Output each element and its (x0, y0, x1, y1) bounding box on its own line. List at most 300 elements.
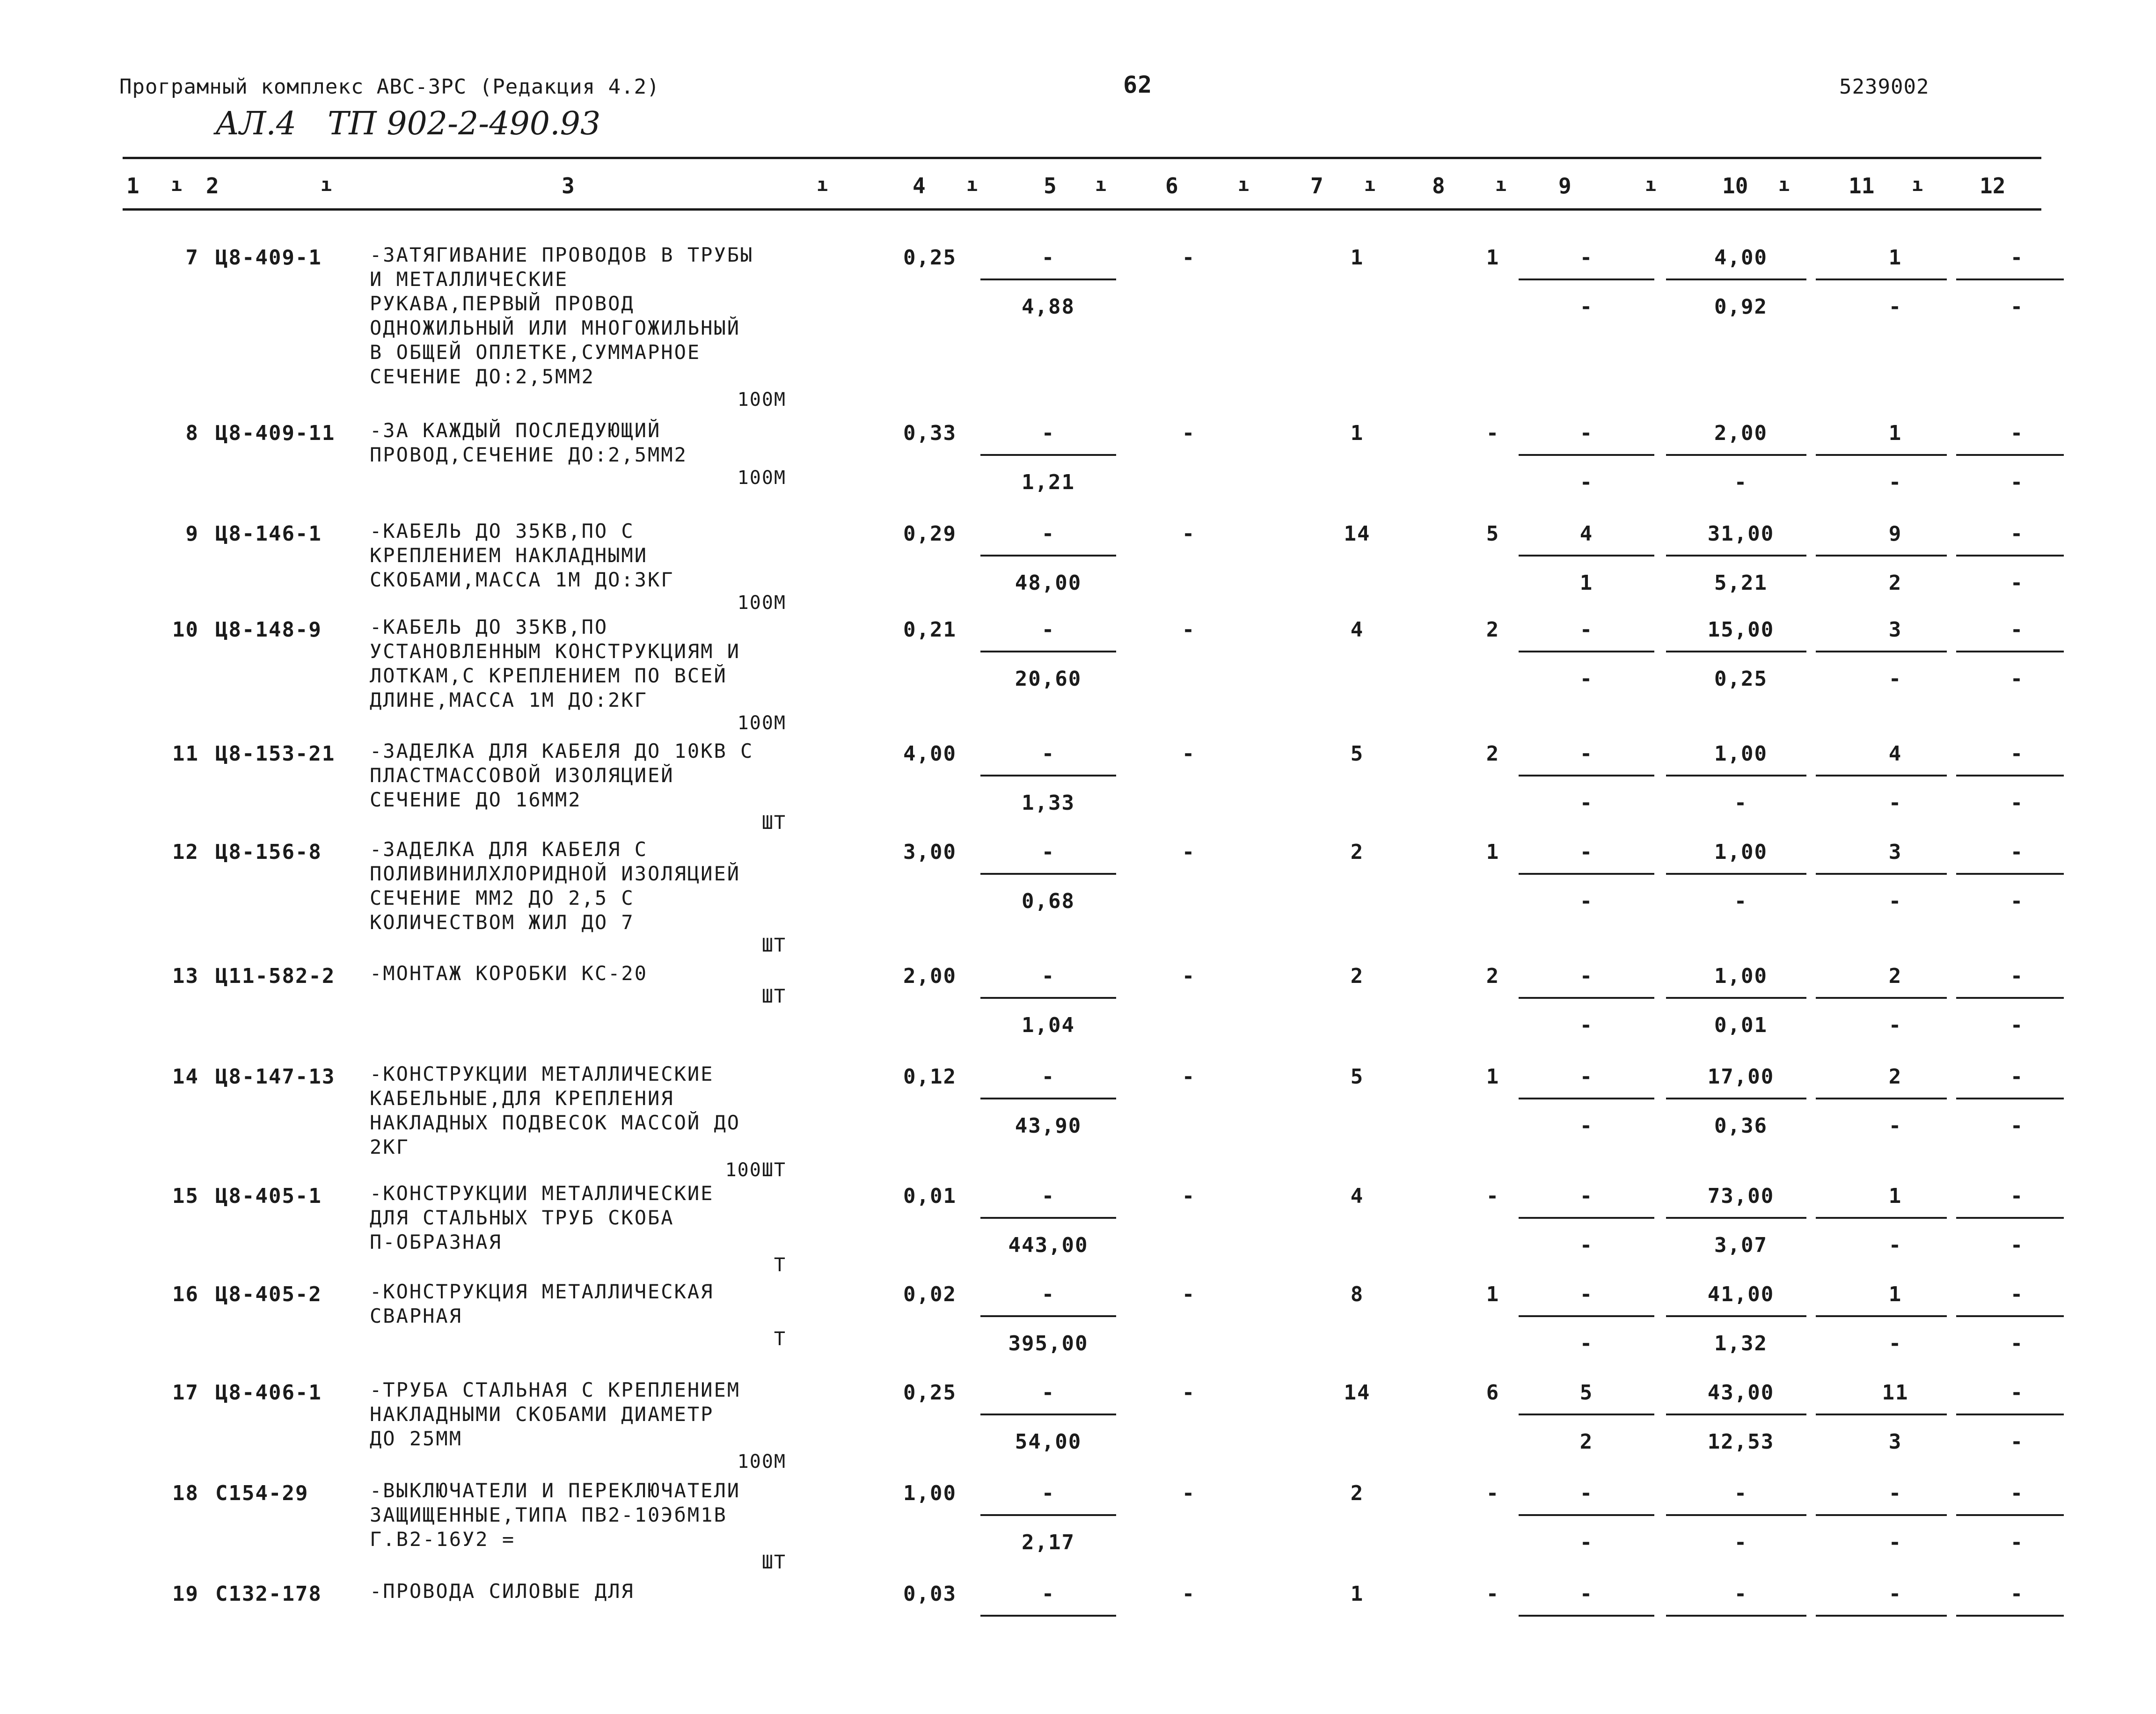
col5-divider (980, 775, 1116, 776)
rate-code: Ц11-582-2 (215, 964, 336, 988)
col5-bottom: 443,00 (1008, 1233, 1089, 1257)
col8: 1 (1486, 1065, 1500, 1089)
column-number-4: 4 (913, 173, 926, 198)
col9-bottom: - (1579, 667, 1593, 691)
col5-top: - (1041, 840, 1055, 864)
col11-bottom: - (1888, 1233, 1902, 1257)
col5-top: - (1041, 618, 1055, 642)
col11-divider (1816, 775, 1947, 776)
col5-top: - (1041, 1481, 1055, 1505)
col9-top: - (1579, 1481, 1593, 1505)
column-separator: ı (1495, 174, 1507, 196)
col5-divider (980, 1098, 1116, 1099)
col12-divider (1956, 775, 2064, 776)
col12-bottom: - (2010, 1531, 2024, 1554)
col5-top: - (1041, 742, 1055, 766)
rate-code: Ц8-409-11 (215, 421, 336, 445)
col9-bottom: - (1579, 1233, 1593, 1257)
work-description: -КАБЕЛЬ ДО 35КВ,ПО С КРЕПЛЕНИЕМ НАКЛАДНЫМИ СКОБАМИ,МАССА 1М ДО:3КГ (370, 520, 674, 591)
col5-top: - (1041, 964, 1055, 988)
col7: 5 (1350, 742, 1364, 766)
rate-code: Ц8-409-1 (215, 246, 322, 270)
col11-top: 1 (1888, 421, 1902, 445)
col5-bottom: 43,90 (1015, 1114, 1082, 1138)
column-separator: ı (966, 174, 978, 196)
col11-bottom: - (1888, 1531, 1902, 1554)
col11-bottom: - (1888, 889, 1902, 913)
col12-top: - (2010, 421, 2024, 445)
col12-top: - (2010, 840, 2024, 864)
col9-top: - (1579, 964, 1593, 988)
col12-top: - (2010, 964, 2024, 988)
rate-code: Ц8-153-21 (215, 742, 336, 766)
column-separator: ı (171, 174, 183, 196)
col6: - (1182, 742, 1196, 766)
col12-top: - (2010, 1381, 2024, 1405)
column-separator: ı (817, 174, 828, 196)
col12-top: - (2010, 522, 2024, 546)
unit-of-measure: Т (774, 1328, 786, 1350)
col10-bottom: 12,53 (1707, 1430, 1775, 1454)
col10-top: 17,00 (1707, 1065, 1775, 1089)
col11-bottom: - (1888, 791, 1902, 815)
col7: 4 (1350, 618, 1364, 642)
col6: - (1182, 1184, 1196, 1208)
col10-bottom: 1,32 (1714, 1332, 1768, 1355)
col12-top: - (2010, 246, 2024, 270)
col10-divider (1666, 278, 1806, 280)
col5-divider (980, 997, 1116, 999)
col9-top: - (1579, 618, 1593, 642)
col9-bottom: 2 (1579, 1430, 1593, 1454)
col11-bottom: - (1888, 295, 1902, 319)
column-number-2: 2 (206, 173, 219, 198)
col9-divider (1519, 1414, 1654, 1415)
col10-divider (1666, 775, 1806, 776)
col10-bottom: 0,01 (1714, 1013, 1768, 1037)
col5-divider (980, 278, 1116, 280)
col5-divider (980, 1514, 1116, 1516)
quantity: 0,25 (903, 1381, 957, 1405)
col11-bottom: - (1888, 667, 1902, 691)
col11-top: 9 (1888, 522, 1902, 546)
col9-bottom: - (1579, 1114, 1593, 1138)
col11-top: 2 (1888, 1065, 1902, 1089)
work-description: -КАБЕЛЬ ДО 35КВ,ПО УСТАНОВЛЕННЫМ КОНСТРУКЦИЯМ И ЛОТКАМ,С КРЕПЛЕНИЕМ ПО ВСЕЙ ДЛИНЕ,МАССА 1М ДО:2КГ (370, 615, 741, 711)
column-separator: ı (1238, 174, 1250, 196)
column-number-10: 10 (1722, 173, 1748, 198)
rate-code: Ц8-405-1 (215, 1184, 322, 1208)
rate-code: Ц8-146-1 (215, 522, 322, 546)
col12-bottom: - (2010, 1114, 2024, 1138)
col9-divider (1519, 1315, 1654, 1317)
header-top-rule (123, 157, 2041, 159)
col5-bottom: 2,17 (1022, 1531, 1075, 1554)
col12-divider (1956, 997, 2064, 999)
page-number: 62 (1123, 71, 1153, 98)
col5-bottom: 20,60 (1015, 667, 1082, 691)
col8: 2 (1486, 964, 1500, 988)
col9-divider (1519, 997, 1654, 999)
col10-top: 73,00 (1707, 1184, 1775, 1208)
col7: 5 (1350, 1065, 1364, 1089)
col11-top: - (1888, 1582, 1902, 1606)
col9-top: - (1579, 1582, 1593, 1606)
col12-bottom: - (2010, 1233, 2024, 1257)
col11-top: 1 (1888, 1282, 1902, 1306)
col11-divider (1816, 873, 1947, 875)
row-number: 19 (172, 1582, 199, 1606)
col5-bottom: 1,21 (1022, 470, 1075, 494)
col11-top: 1 (1888, 246, 1902, 270)
col5-divider (980, 1615, 1116, 1617)
col9-top: - (1579, 1065, 1593, 1089)
col10-divider (1666, 873, 1806, 875)
unit-of-measure: ШТ (761, 1552, 786, 1573)
col6: - (1182, 1582, 1196, 1606)
col9-bottom: - (1579, 470, 1593, 494)
col12-top: - (2010, 1282, 2024, 1306)
col8: - (1486, 1481, 1500, 1505)
col9-top: - (1579, 840, 1593, 864)
col10-bottom: - (1734, 470, 1748, 494)
col11-divider (1816, 555, 1947, 557)
col10-bottom: - (1734, 889, 1748, 913)
work-description: -ТРУБА СТАЛЬНАЯ С КРЕПЛЕНИЕМ НАКЛАДНЫМИ СКОБАМИ ДИАМЕТР ДО 25ММ (370, 1378, 741, 1450)
col8: 1 (1486, 840, 1500, 864)
rate-code: Ц8-156-8 (215, 840, 322, 864)
col11-top: 3 (1888, 840, 1902, 864)
rate-code: Ц8-405-2 (215, 1282, 322, 1306)
col12-divider (1956, 873, 2064, 875)
col9-top: - (1579, 1184, 1593, 1208)
col7: 1 (1350, 1582, 1364, 1606)
col10-divider (1666, 1217, 1806, 1219)
col7: 14 (1344, 1381, 1371, 1405)
unit-of-measure: ШТ (761, 812, 786, 834)
col6: - (1182, 964, 1196, 988)
col10-bottom: - (1734, 1531, 1748, 1554)
row-number: 11 (172, 742, 199, 766)
col12-divider (1956, 1615, 2064, 1617)
col11-bottom: - (1888, 1013, 1902, 1037)
col12-bottom: - (2010, 667, 2024, 691)
row-number: 9 (185, 522, 199, 546)
work-description: -КОНСТРУКЦИЯ МЕТАЛЛИЧЕСКАЯ СВАРНАЯ (370, 1280, 714, 1327)
col9-divider (1519, 775, 1654, 776)
col11-bottom: - (1888, 470, 1902, 494)
column-separator: ı (321, 174, 332, 196)
quantity: 0,29 (903, 522, 957, 546)
col10-divider (1666, 555, 1806, 557)
col9-divider (1519, 1217, 1654, 1219)
column-separator: ı (1364, 174, 1376, 196)
col6: - (1182, 1282, 1196, 1306)
col5-divider (980, 873, 1116, 875)
col11-divider (1816, 651, 1947, 652)
unit-of-measure: 100М (737, 1451, 786, 1472)
col9-bottom: - (1579, 1531, 1593, 1554)
col10-divider (1666, 1615, 1806, 1617)
col12-top: - (2010, 1184, 2024, 1208)
col12-divider (1956, 1414, 2064, 1415)
col8: 2 (1486, 618, 1500, 642)
unit-of-measure: Т (774, 1254, 786, 1276)
quantity: 4,00 (903, 742, 957, 766)
col7: 4 (1350, 1184, 1364, 1208)
col12-bottom: - (2010, 571, 2024, 595)
unit-of-measure: 100М (737, 712, 786, 734)
col10-top: 43,00 (1707, 1381, 1775, 1405)
col9-divider (1519, 1098, 1654, 1099)
col11-bottom: - (1888, 1332, 1902, 1355)
col11-divider (1816, 997, 1947, 999)
unit-of-measure: ШТ (761, 986, 786, 1007)
col8: 5 (1486, 522, 1500, 546)
col10-top: - (1734, 1481, 1748, 1505)
col12-bottom: - (2010, 295, 2024, 319)
col10-top: 31,00 (1707, 522, 1775, 546)
quantity: 3,00 (903, 840, 957, 864)
col5-top: - (1041, 246, 1055, 270)
row-number: 10 (172, 618, 199, 642)
document-code: 5239002 (1839, 75, 1929, 99)
col5-top: - (1041, 1184, 1055, 1208)
col8: 1 (1486, 1282, 1500, 1306)
col11-top: 11 (1882, 1381, 1909, 1405)
column-separator: ı (1912, 174, 1923, 196)
unit-of-measure: 100М (737, 592, 786, 614)
col8: 6 (1486, 1381, 1500, 1405)
col6: - (1182, 618, 1196, 642)
col5-bottom: 1,04 (1022, 1013, 1075, 1037)
row-number: 13 (172, 964, 199, 988)
col12-bottom: - (2010, 791, 2024, 815)
row-number: 14 (172, 1065, 199, 1089)
row-number: 16 (172, 1282, 199, 1306)
rate-code: Ц8-147-13 (215, 1065, 336, 1089)
quantity: 0,02 (903, 1282, 957, 1306)
col11-divider (1816, 1414, 1947, 1415)
col8: 2 (1486, 742, 1500, 766)
col7: 2 (1350, 1481, 1364, 1505)
col5-bottom: 54,00 (1015, 1430, 1082, 1454)
work-description: -ВЫКЛЮЧАТЕЛИ И ПЕРЕКЛЮЧАТЕЛИ ЗАЩИЩЕННЫЕ,ТИПА ПВ2-10ЭбМ1В Г.В2-16У2 = (370, 1479, 741, 1551)
col9-top: 5 (1579, 1381, 1593, 1405)
col9-bottom: - (1579, 889, 1593, 913)
col10-divider (1666, 1098, 1806, 1099)
row-number: 8 (185, 421, 199, 445)
col10-divider (1666, 454, 1806, 456)
work-description: -ЗАДЕЛКА ДЛЯ КАБЕЛЯ С ПОЛИВИНИЛХЛОРИДНОЙ ИЗОЛЯЦИЕЙ СЕЧЕНИЕ ММ2 ДО 2,5 С КОЛИЧЕСТВОМ ЖИЛ ДО 7 (370, 838, 741, 934)
col12-divider (1956, 1315, 2064, 1317)
col11-bottom: 3 (1888, 1430, 1902, 1454)
unit-of-measure: 100ШТ (725, 1159, 786, 1181)
program-title: Програмный комплекс АВС-3РС (Редакция 4.2) (119, 75, 660, 99)
col9-divider (1519, 651, 1654, 652)
rate-code: С154-29 (215, 1481, 309, 1505)
col5-divider (980, 1414, 1116, 1415)
col11-top: 4 (1888, 742, 1902, 766)
column-number-11: 11 (1849, 173, 1875, 198)
col12-top: - (2010, 742, 2024, 766)
col8: - (1486, 421, 1500, 445)
col12-divider (1956, 1514, 2064, 1516)
quantity: 0,12 (903, 1065, 957, 1089)
col7: 8 (1350, 1282, 1364, 1306)
col6: - (1182, 1065, 1196, 1089)
col5-divider (980, 1315, 1116, 1317)
col10-top: 2,00 (1714, 421, 1768, 445)
column-number-8: 8 (1432, 173, 1445, 198)
col9-divider (1519, 873, 1654, 875)
col7: 2 (1350, 964, 1364, 988)
work-description: -КОНСТРУКЦИИ МЕТАЛЛИЧЕСКИЕ КАБЕЛЬНЫЕ,ДЛЯ КРЕПЛЕНИЯ НАКЛАДНЫХ ПОДВЕСОК МАССОЙ ДО 2КГ (370, 1062, 741, 1158)
quantity: 0,03 (903, 1582, 957, 1606)
col5-divider (980, 651, 1116, 652)
work-description: -ЗАДЕЛКА ДЛЯ КАБЕЛЯ ДО 10КВ С ПЛАСТМАССОВОЙ ИЗОЛЯЦИЕЙ СЕЧЕНИЕ ДО 16ММ2 (370, 740, 754, 811)
col10-top: - (1734, 1582, 1748, 1606)
col5-top: - (1041, 1381, 1055, 1405)
column-number-9: 9 (1558, 173, 1571, 198)
col6: - (1182, 421, 1196, 445)
col12-top: - (2010, 1065, 2024, 1089)
col11-divider (1816, 454, 1947, 456)
col5-bottom: 48,00 (1015, 571, 1082, 595)
quantity: 0,25 (903, 246, 957, 270)
quantity: 2,00 (903, 964, 957, 988)
col12-bottom: - (2010, 1430, 2024, 1454)
col11-top: 2 (1888, 964, 1902, 988)
col11-divider (1816, 278, 1947, 280)
col11-divider (1816, 1514, 1947, 1516)
unit-of-measure: 100М (737, 389, 786, 410)
col11-divider (1816, 1315, 1947, 1317)
col12-divider (1956, 651, 2064, 652)
col7: 1 (1350, 421, 1364, 445)
col5-divider (980, 1217, 1116, 1219)
album-label: АЛ.4 (215, 105, 297, 142)
unit-of-measure: 100М (737, 467, 786, 489)
col6: - (1182, 1481, 1196, 1505)
column-number-12: 12 (1980, 173, 2006, 198)
col9-top: - (1579, 421, 1593, 445)
quantity: 0,33 (903, 421, 957, 445)
col12-divider (1956, 555, 2064, 557)
col10-divider (1666, 997, 1806, 999)
col12-bottom: - (2010, 1332, 2024, 1355)
column-number-1: 1 (126, 173, 139, 198)
column-separator: ı (1645, 174, 1657, 196)
col9-divider (1519, 454, 1654, 456)
col5-top: - (1041, 522, 1055, 546)
col5-top: - (1041, 1282, 1055, 1306)
col5-bottom: 4,88 (1022, 295, 1075, 319)
row-number: 17 (172, 1381, 199, 1405)
col7: 2 (1350, 840, 1364, 864)
col12-divider (1956, 1217, 2064, 1219)
work-description: -ЗА КАЖДЫЙ ПОСЛЕДУЮЩИЙ ПРОВОД,СЕЧЕНИЕ ДО:2,5ММ2 (370, 419, 687, 466)
col5-top: - (1041, 1065, 1055, 1089)
col8: - (1486, 1582, 1500, 1606)
col10-top: 4,00 (1714, 246, 1768, 270)
header-bottom-rule (123, 208, 2041, 211)
col12-bottom: - (2010, 470, 2024, 494)
col5-divider (980, 454, 1116, 456)
col10-divider (1666, 1315, 1806, 1317)
col11-bottom: 2 (1888, 571, 1902, 595)
unit-of-measure: ШТ (761, 935, 786, 956)
row-number: 18 (172, 1481, 199, 1505)
work-description: -КОНСТРУКЦИИ МЕТАЛЛИЧЕСКИЕ ДЛЯ СТАЛЬНЫХ ТРУБ СКОБА П-ОБРАЗНАЯ (370, 1182, 714, 1253)
col9-bottom: 1 (1579, 571, 1593, 595)
col10-bottom: 0,92 (1714, 295, 1768, 319)
work-description: -ПРОВОДА СИЛОВЫЕ ДЛЯ (370, 1580, 635, 1603)
col9-top: - (1579, 742, 1593, 766)
column-number-5: 5 (1044, 173, 1057, 198)
column-number-6: 6 (1165, 173, 1178, 198)
project-number: ТП 902-2-490.93 (328, 105, 601, 142)
col11-top: - (1888, 1481, 1902, 1505)
col10-top: 1,00 (1714, 964, 1768, 988)
col5-bottom: 1,33 (1022, 791, 1075, 815)
col9-divider (1519, 555, 1654, 557)
work-description: -ЗАТЯГИВАНИЕ ПРОВОДОВ В ТРУБЫ И МЕТАЛЛИЧЕСКИЕ РУКАВА,ПЕРВЫЙ ПРОВОД ОДНОЖИЛЬНЫЙ ИЛИ МНОГОЖИЛЬНЫЙ В ОБЩЕЙ ОПЛЕТКЕ,СУММАРНОЕ СЕЧЕНИЕ ДО:2,5ММ2 (370, 243, 754, 388)
col10-top: 1,00 (1714, 840, 1768, 864)
col7: 1 (1350, 246, 1364, 270)
col9-bottom: - (1579, 1013, 1593, 1037)
rate-code: Ц8-148-9 (215, 618, 322, 642)
column-separator: ı (1095, 174, 1107, 196)
col12-divider (1956, 278, 2064, 280)
rate-code: С132-178 (215, 1582, 322, 1606)
col10-bottom: 3,07 (1714, 1233, 1768, 1257)
col9-bottom: - (1579, 295, 1593, 319)
col5-top: - (1041, 421, 1055, 445)
col5-divider (980, 555, 1116, 557)
col9-top: - (1579, 246, 1593, 270)
col5-top: - (1041, 1582, 1055, 1606)
col6: - (1182, 522, 1196, 546)
col9-divider (1519, 1514, 1654, 1516)
col10-divider (1666, 651, 1806, 652)
col12-top: - (2010, 1582, 2024, 1606)
col9-bottom: - (1579, 1332, 1593, 1355)
col8: 1 (1486, 246, 1500, 270)
col10-bottom: 5,21 (1714, 571, 1768, 595)
col10-divider (1666, 1414, 1806, 1415)
col12-bottom: - (2010, 1013, 2024, 1037)
col10-top: 41,00 (1707, 1282, 1775, 1306)
col10-top: 1,00 (1714, 742, 1768, 766)
col12-divider (1956, 454, 2064, 456)
col6: - (1182, 840, 1196, 864)
col9-bottom: - (1579, 791, 1593, 815)
col10-top: 15,00 (1707, 618, 1775, 642)
quantity: 0,01 (903, 1184, 957, 1208)
column-number-3: 3 (562, 173, 575, 198)
column-separator: ı (1778, 174, 1790, 196)
col11-divider (1816, 1098, 1947, 1099)
row-number: 12 (172, 840, 199, 864)
col11-divider (1816, 1615, 1947, 1617)
quantity: 1,00 (903, 1481, 957, 1505)
col12-top: - (2010, 1481, 2024, 1505)
col5-bottom: 0,68 (1022, 889, 1075, 913)
col7: 14 (1344, 522, 1371, 546)
col11-divider (1816, 1217, 1947, 1219)
col12-divider (1956, 1098, 2064, 1099)
